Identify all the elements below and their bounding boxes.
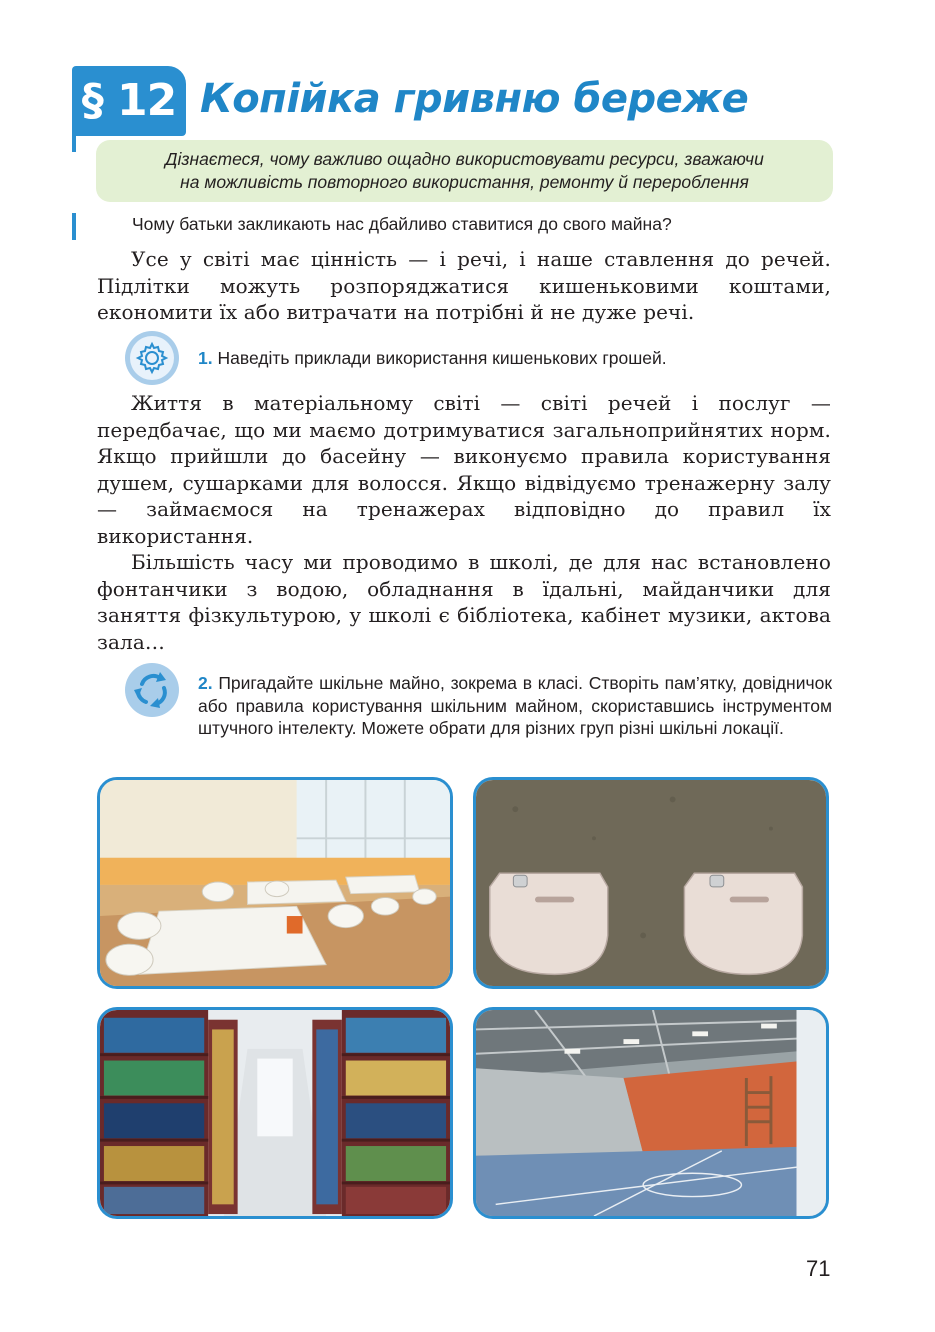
intro-line-2: на можливість повторного використання, ремонту й перероблення bbox=[180, 172, 749, 192]
section-number: § 12 bbox=[81, 75, 177, 126]
task-2-text: Пригадайте шкільне майно, зокрема в класі. Створіть пам’ятку, довідничок або правила користування шкільним майном, скориставшись інструментом штучного інтелекту. Можете обрати для різних груп різні шкільні локації. bbox=[198, 673, 832, 738]
paragraph-1 bbox=[97, 246, 831, 326]
water-fountains-photo bbox=[473, 777, 829, 989]
task-2-number: 2. bbox=[198, 673, 213, 693]
section-number-badge bbox=[72, 66, 186, 136]
task-1 bbox=[198, 347, 832, 370]
task-1-text: Наведіть приклади використання кишенькових грошей. bbox=[217, 348, 667, 368]
page-title: Копійка гривню береже bbox=[200, 76, 749, 122]
gear-icon bbox=[124, 330, 180, 386]
paragraph-2 bbox=[97, 390, 831, 655]
intro-box bbox=[96, 140, 833, 202]
paragraph-1-text: Усе у світі має цінність — і речі, і наше ставлення до речей. Підлітки можуть розпоряджатися кишеньковими коштами, економити їх або витрачати на потрібні й не дуже речі. bbox=[97, 247, 831, 324]
library-photo bbox=[97, 1007, 453, 1219]
motivation-question: Чому батьки закликають нас дбайливо ставитися до свого майна? bbox=[132, 214, 672, 234]
task-1-number: 1. bbox=[198, 348, 213, 368]
recycle-icon bbox=[124, 662, 180, 718]
paragraph-2-text: Життя в матеріальному світі — світі речей і послуг — передбачає, що ми маємо дотримуватися загальноприйнятих норм. Якщо прийшли до басейну — виконуємо правила користування душем, сушарками для волосся. Якщо відвідуємо тренажерну залу — займаємося на тренажерах відповідно до правил їх використання. bbox=[97, 391, 831, 548]
gym-photo bbox=[473, 1007, 829, 1219]
intro-line-1: Дізнаєтеся, чому важливо ощадно використовувати ресурси, зважаючи bbox=[165, 149, 764, 169]
task-2 bbox=[198, 672, 832, 740]
page-number: 71 bbox=[806, 1256, 831, 1281]
cafeteria-photo bbox=[97, 777, 453, 989]
paragraph-3-text: Більшість часу ми проводимо в школі, де для нас встановлено фонтанчики з водою, обладнання в їдальні, майданчики для заняття фізкультурою, у школі є бібліотека, кабінет музики, актова зала… bbox=[97, 550, 831, 654]
section-badge-tail bbox=[72, 130, 76, 152]
question-marker bbox=[72, 213, 76, 240]
